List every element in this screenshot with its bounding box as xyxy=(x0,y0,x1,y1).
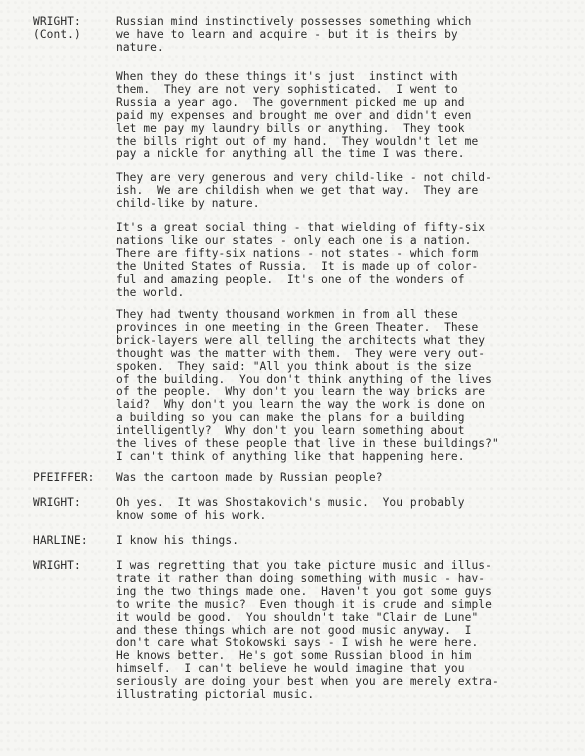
speech-text xyxy=(116,472,578,485)
text-line: They are very generous and very child-like - not child- xyxy=(116,171,492,184)
text-line: child-like by nature. xyxy=(116,196,260,210)
text-line: it would be good. You shouldn't take "Clair de Lune" xyxy=(116,610,479,624)
speaker-label: WRIGHT: xyxy=(33,559,81,572)
text-line: the lives of these people that live in these buildings?" xyxy=(116,437,499,451)
text-line: the United States of Russia. It is made up of color- xyxy=(116,259,479,273)
text-line: laid? Why don't you learn the way the work is done on xyxy=(116,398,486,412)
text-line: seriously are doing your best when you are merely extra- xyxy=(116,675,499,689)
text-line: paid my expenses and brought me over and didn't even xyxy=(116,108,472,122)
text-line: brick-layers were all telling the architects what they xyxy=(116,333,486,347)
text-line: thought was the matter with them. They were very out- xyxy=(116,346,486,360)
text-line: ful and amazing people. It's one of the wonders of xyxy=(116,272,465,286)
text-line: the bills right out of my hand. They wouldn't let me xyxy=(116,134,479,148)
text-line: and these things which are not good music anyway. I xyxy=(116,623,472,637)
text-line: I know his things. xyxy=(116,534,240,547)
text-line: pay a nickle for anything all the time I was there. xyxy=(116,147,465,161)
paragraph xyxy=(116,172,492,211)
text-line: nations like our states - only each one is a nation. xyxy=(116,233,472,247)
text-line: provinces in one meeting in the Green Theater. These xyxy=(116,320,479,334)
text-line: spoken. They said: "All you think about is the size xyxy=(116,359,472,373)
text-line: I can't think of anything like that happening here. xyxy=(116,449,465,463)
text-line: When they do these things it's just instinct with xyxy=(116,70,458,83)
text-line: don't care what Stokowski says - I wish he were here. xyxy=(116,636,479,650)
text-line: know some of his work. xyxy=(116,508,267,522)
text-line: we have to learn and acquire - but it is theirs by xyxy=(116,27,458,41)
text-line: ish. We are childish when we get that way. They are xyxy=(116,183,479,197)
text-line: them. They are not very sophisticated. I went to xyxy=(116,82,458,96)
text-line: They had twenty thousand workmen in from all these xyxy=(116,308,458,321)
text-line: He knows better. He's got some Russian blood in him xyxy=(116,649,472,663)
text-line: There are fifty-six nations - not states - which form xyxy=(116,246,479,260)
text-line: himself. I can't believe he would imagine that you xyxy=(116,662,465,676)
text-line: illustrating pictorial music. xyxy=(116,688,315,702)
text-line: ing the two things made one. Haven't you got some guys xyxy=(116,584,492,598)
paragraph xyxy=(116,71,478,161)
speaker-label: PFEIFFER: xyxy=(33,471,95,484)
speaker-label: WRIGHT: xyxy=(33,496,81,509)
text-line: Was the cartoon made by Russian people? xyxy=(116,471,383,484)
paragraph xyxy=(116,16,471,55)
text-line: intelligently? Why don't you learn something about xyxy=(116,424,465,438)
text-line: I was regretting that you take picture music and illus- xyxy=(116,559,492,572)
text-line: Oh yes. It was Shostakovich's music. You probably xyxy=(116,496,465,509)
speech-text xyxy=(116,560,578,702)
speech-text xyxy=(116,497,578,523)
text-line: let me pay my laundry bills or anything. They took xyxy=(116,121,465,135)
text-line: of the building. You don't think anything of the lives xyxy=(116,372,492,386)
text-line: nature. xyxy=(116,40,164,54)
text-line: of the people. Why don't you learn the way bricks are xyxy=(116,385,486,399)
text-line: Russia a year ago. The government picked me up and xyxy=(116,95,465,109)
text-line: It's a great social thing - that wielding of fifty-six xyxy=(116,221,486,234)
speaker-label: WRIGHT: (Cont.) xyxy=(33,15,81,41)
paragraph xyxy=(116,309,499,464)
text-line: to write the music? Even though it is crude and simple xyxy=(116,597,492,611)
paragraph xyxy=(116,222,485,299)
text-line: trate it rather than doing something with music - hav- xyxy=(116,571,486,585)
text-line: Russian mind instinctively possesses something which xyxy=(116,15,472,28)
text-line: a building so you can make the plans for a building xyxy=(116,411,465,425)
speech-text xyxy=(116,535,578,548)
speaker-label: HARLINE: xyxy=(33,534,88,547)
text-line: the world. xyxy=(116,285,185,299)
